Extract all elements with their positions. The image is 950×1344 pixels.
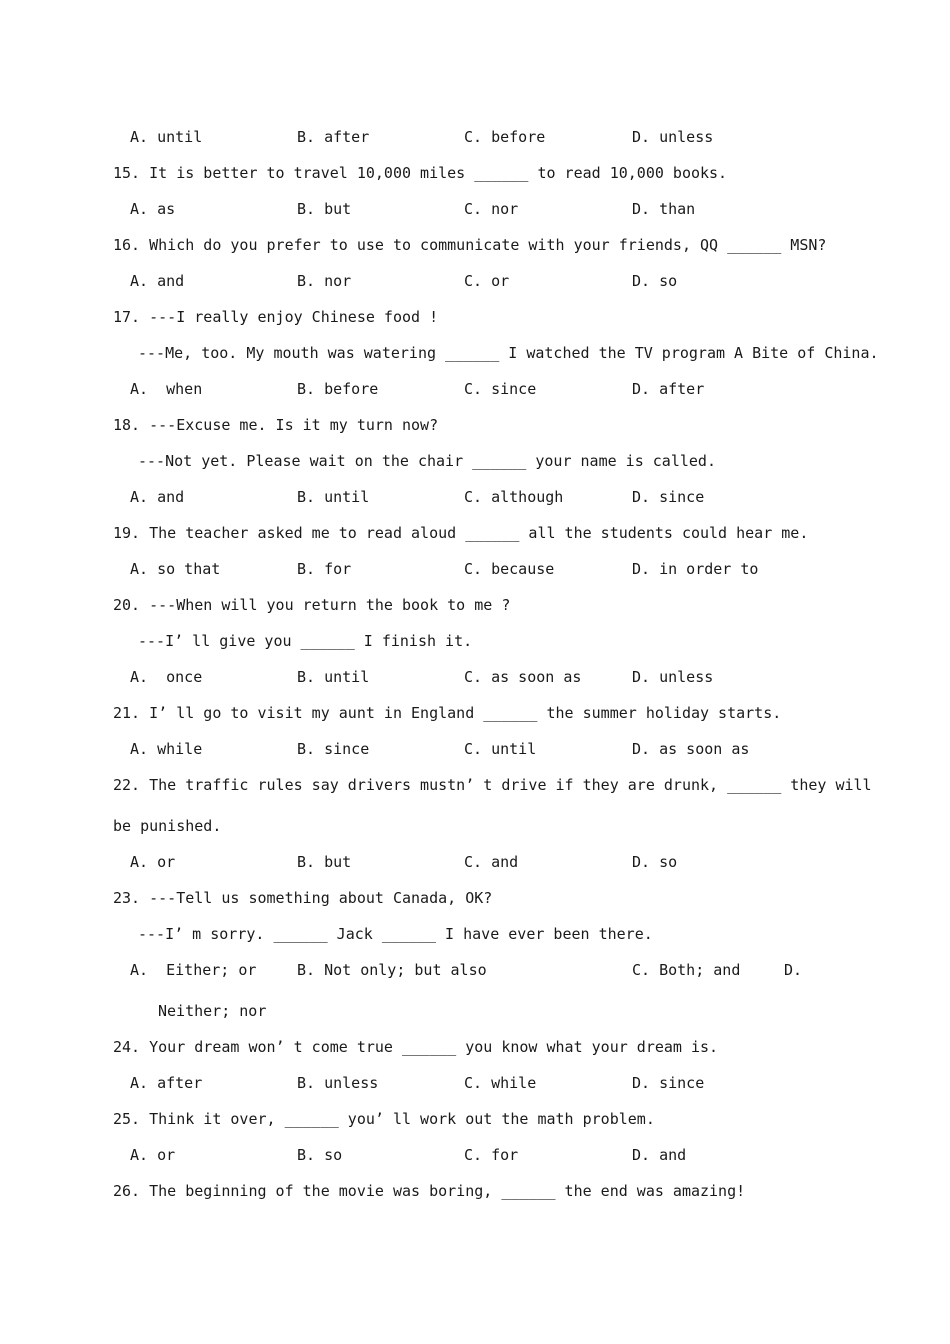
question-25: 25. Think it over, ______ you’ ll work out the math problem.: [113, 1110, 655, 1128]
option-a: A. after: [130, 1074, 203, 1092]
question-20: 20. ---When will you return the book to me ?: [113, 596, 511, 614]
option-c: C. Both; and: [632, 961, 741, 979]
option-d: D. unless: [632, 128, 714, 146]
question-16: 16. Which do you prefer to use to communicate with your friends, QQ ______ MSN?: [113, 236, 827, 254]
question-24: 24. Your dream won’ t come true ______ you know what your dream is.: [113, 1038, 719, 1056]
option-d: D. in order to: [632, 560, 759, 578]
option-a: A. once: [130, 668, 203, 686]
question-18-reply: ---Not yet. Please wait on the chair ______ your name is called.: [138, 452, 716, 470]
option-a: A. as: [130, 200, 176, 218]
option-b: B. since: [297, 740, 370, 758]
option-c: C. although: [464, 488, 564, 506]
option-b: B. after: [297, 128, 370, 146]
option-a: A. so that: [130, 560, 221, 578]
option-d: D. so: [632, 272, 678, 290]
option-d-text: Neither; nor: [158, 1002, 267, 1020]
option-d: D. unless: [632, 668, 714, 686]
option-c: C. and: [464, 853, 519, 871]
option-d: D. since: [632, 488, 705, 506]
option-b: B. unless: [297, 1074, 379, 1092]
option-a: A. or: [130, 1146, 176, 1164]
option-a: A. and: [130, 272, 185, 290]
option-d: D. so: [632, 853, 678, 871]
option-b: B. Not only; but also: [297, 961, 487, 979]
question-23: 23. ---Tell us something about Canada, OK?: [113, 889, 493, 907]
option-a: A. while: [130, 740, 203, 758]
question-17: 17. ---I really enjoy Chinese food !: [113, 308, 439, 326]
option-b: B. before: [297, 380, 379, 398]
question-15: 15. It is better to travel 10,000 miles ______ to read 10,000 books.: [113, 164, 728, 182]
option-a: A. or: [130, 853, 176, 871]
option-c: C. since: [464, 380, 537, 398]
option-a: A. Either; or: [130, 961, 257, 979]
option-c: C. nor: [464, 200, 519, 218]
option-c: C. before: [464, 128, 546, 146]
option-d: D. and: [632, 1146, 687, 1164]
option-c: C. for: [464, 1146, 519, 1164]
question-19: 19. The teacher asked me to read aloud ______ all the students could hear me.: [113, 524, 809, 542]
option-d: D.: [784, 961, 803, 979]
option-b: B. but: [297, 200, 352, 218]
question-18: 18. ---Excuse me. Is it my turn now?: [113, 416, 439, 434]
option-d: D. than: [632, 200, 696, 218]
option-c: C. because: [464, 560, 555, 578]
option-b: B. for: [297, 560, 352, 578]
option-b: B. nor: [297, 272, 352, 290]
option-d: D. as soon as: [632, 740, 750, 758]
option-c: C. as soon as: [464, 668, 582, 686]
option-b: B. until: [297, 668, 370, 686]
question-21: 21. I’ ll go to visit my aunt in England ______ the summer holiday starts.: [113, 704, 782, 722]
option-a: A. and: [130, 488, 185, 506]
question-22-cont: be punished.: [113, 817, 222, 835]
option-c: C. until: [464, 740, 537, 758]
question-26: 26. The beginning of the movie was boring, ______ the end was amazing!: [113, 1182, 746, 1200]
question-20-reply: ---I’ ll give you ______ I finish it.: [138, 632, 473, 650]
option-b: B. so: [297, 1146, 343, 1164]
option-d: D. after: [632, 380, 705, 398]
option-b: B. but: [297, 853, 352, 871]
question-22: 22. The traffic rules say drivers mustn’ t drive if they are drunk, ______ they will: [113, 776, 872, 794]
option-a: A. until: [130, 128, 203, 146]
question-17-reply: ---Me, too. My mouth was watering ______ I watched the TV program A Bite of China.: [138, 344, 879, 362]
option-a: A. when: [130, 380, 203, 398]
option-d: D. since: [632, 1074, 705, 1092]
option-c: C. while: [464, 1074, 537, 1092]
option-b: B. until: [297, 488, 370, 506]
option-c: C. or: [464, 272, 510, 290]
question-23-reply: ---I’ m sorry. ______ Jack ______ I have ever been there.: [138, 925, 653, 943]
